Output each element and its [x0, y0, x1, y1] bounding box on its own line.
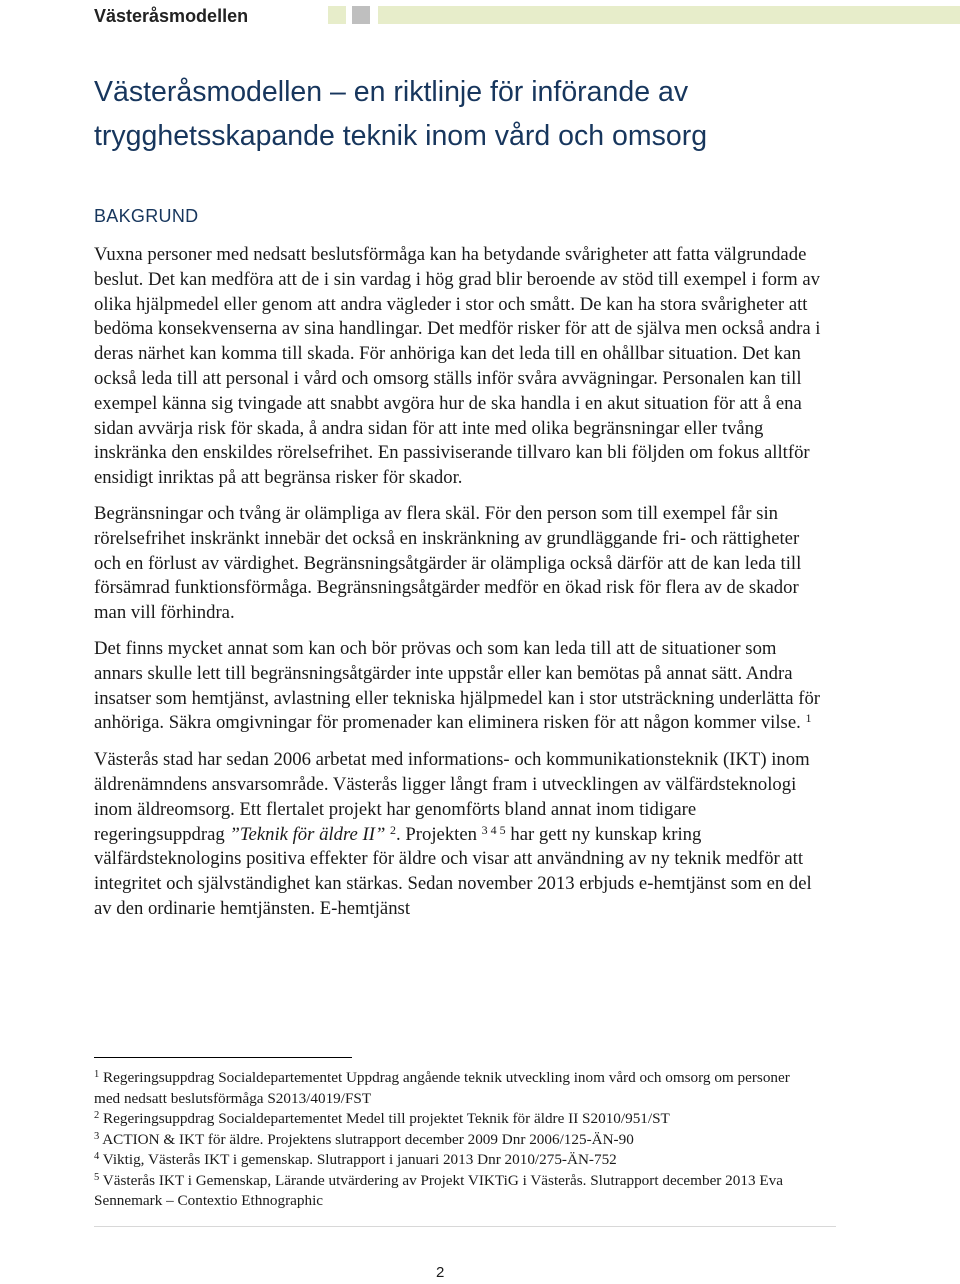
paragraph-2: Begränsningar och tvång är olämpliga av flera skäl. För den person som till exempel får sin rörelsefrihet inskränkt innebär det också en inskränkning av grundläggande fri- och rättigheter och en förlust av värdighet. Begränsningsåtgärder är olämpliga också därför att de kan leda till försämrad funktionsförmåga. Begränsningsåtgärder medför en ökad risk för flera av de skador man vill förhindra. — [94, 502, 802, 624]
footnote-5 — [94, 1171, 814, 1212]
footnotes — [94, 1068, 814, 1212]
running-header-title: Västeråsmodellen — [94, 6, 249, 26]
footnote-text: Västerås IKT i Gemenskap, Lärande utvärdering av Projekt VIKTiG i Västerås. Slutrapport december 2013 Eva Sennemark – Contextio Ethnographic — [94, 1171, 783, 1209]
footnote-num: 3 — [94, 1130, 100, 1142]
footnote-text: Regeringsuppdrag Socialdepartementet Uppdrag angående teknik utveckling inom vård och omsorg om personer med nedsatt beslutsförmåga S2013/4019/FST — [94, 1069, 790, 1107]
footnote-separator — [94, 1057, 352, 1058]
footnote-num: 5 — [94, 1171, 100, 1183]
header-decor-square-gray — [352, 6, 370, 24]
paragraph-3-text: Det finns mycket annat som kan och bör prövas och som kan leda till att de situationer som annars skulle lett till begränsningsåtgärder inte uppstår eller kan bemötas på annat sätt. Andra insatser som hemtjänst, avlastning eller tekniska hjälpmedel kan i stor utsträckning underlätta för anhöriga. Säkra omgivningar för promenader kan eliminera risken för att någon kommer vilse. — [94, 637, 821, 734]
body-text — [94, 243, 824, 933]
footnote-ref-1: 1 — [805, 711, 812, 726]
footnote-num: 2 — [94, 1110, 100, 1121]
paragraph-3 — [94, 637, 824, 736]
footnote-ref-2: 2 — [390, 822, 397, 837]
paragraph-4-italic: ”Teknik för äldre II” — [229, 823, 386, 845]
header-decor-band — [378, 6, 960, 24]
footnote-text: Regeringsuppdrag Socialdepartementet Medel till projektet Teknik för äldre II S2010/951/ST — [103, 1110, 670, 1127]
footnote-num: 4 — [94, 1151, 100, 1162]
footnote-num: 1 — [94, 1069, 100, 1080]
paragraph-4-text-b: . Projekten — [396, 823, 477, 845]
footnote-text: ACTION & IKT för äldre. Projektens slutrapport december 2009 Dnr 2006/125-ÄN-90 — [102, 1130, 634, 1148]
footnote-2 — [94, 1109, 814, 1130]
footnote-3 — [94, 1130, 814, 1151]
footnote-1 — [94, 1068, 814, 1109]
header-decor-square-light — [328, 6, 346, 24]
footnote-4 — [94, 1150, 814, 1171]
section-heading: BAKGRUND — [94, 206, 199, 226]
footer-separator — [94, 1226, 836, 1227]
document-title: Västeråsmodellen – en riktlinje för införande av trygghetsskapande teknik inom vård och omsorg — [94, 76, 708, 152]
footnote-text: Viktig, Västerås IKT i gemenskap. Slutrapport i januari 2013 Dnr 2010/275-ÄN-752 — [102, 1151, 617, 1168]
paragraph-1: Vuxna personer med nedsatt beslutsförmåga kan ha betydande svårigheter att fatta välgrundade beslut. Det kan medföra att de i sin vardag i hög grad blir beroende av stöd till exempel i form av olika hjälpmedel eller genom att andra vägleder i stor och smått. De kan ha stora svårigheter att bedöma konsekvenserna av sina handlingar. Det medför risker för att de själva men också andra i deras närhet kan komma till skada. För anhöriga kan det leda till en ohållbar situation. Det kan också leda till att personal i vård och omsorg ställs inför svåra avvägningar. Personalen kan till exempel känna sig tvingade att snabbt avgöra hur de ska handla i en akut situation för att å ena sidan avvärja risk för skada, å andra sidan för att inte med olika begränsningar eller tvång inskränka den enskildes rörelsefrihet. En passiviserande tillvaro kan bli följden om fokus alltför ensidigt inriktas på att begränsa risker för skador. — [94, 244, 821, 489]
page-number: 2 — [436, 1264, 445, 1281]
paragraph-4 — [94, 748, 824, 922]
footnote-ref-3-4-5: 3 4 5 — [481, 822, 506, 837]
paragraph-4-text-c: har gett ny kunskap kring välfärdsteknologins positiva effekter för äldre och visar att användning av ny teknik medför att integritet och självständighet kan stärkas. Sedan november 2013 erbjuds e-hemtjänst som en del av den ordinarie hemtjänsten. E-hemtjänst — [94, 823, 812, 919]
paragraph-4-text-a: Västerås stad har sedan 2006 arbetat med informations- och kommunikationsteknik (IKT) inom äldrenämndens ansvarsområde. Västerås ligger långt fram i utvecklingen av välfärdsteknologi inom äldreomsorg. Ett flertalet projekt har genomförts bland annat inom tidigare regeringsuppdrag — [94, 749, 810, 845]
